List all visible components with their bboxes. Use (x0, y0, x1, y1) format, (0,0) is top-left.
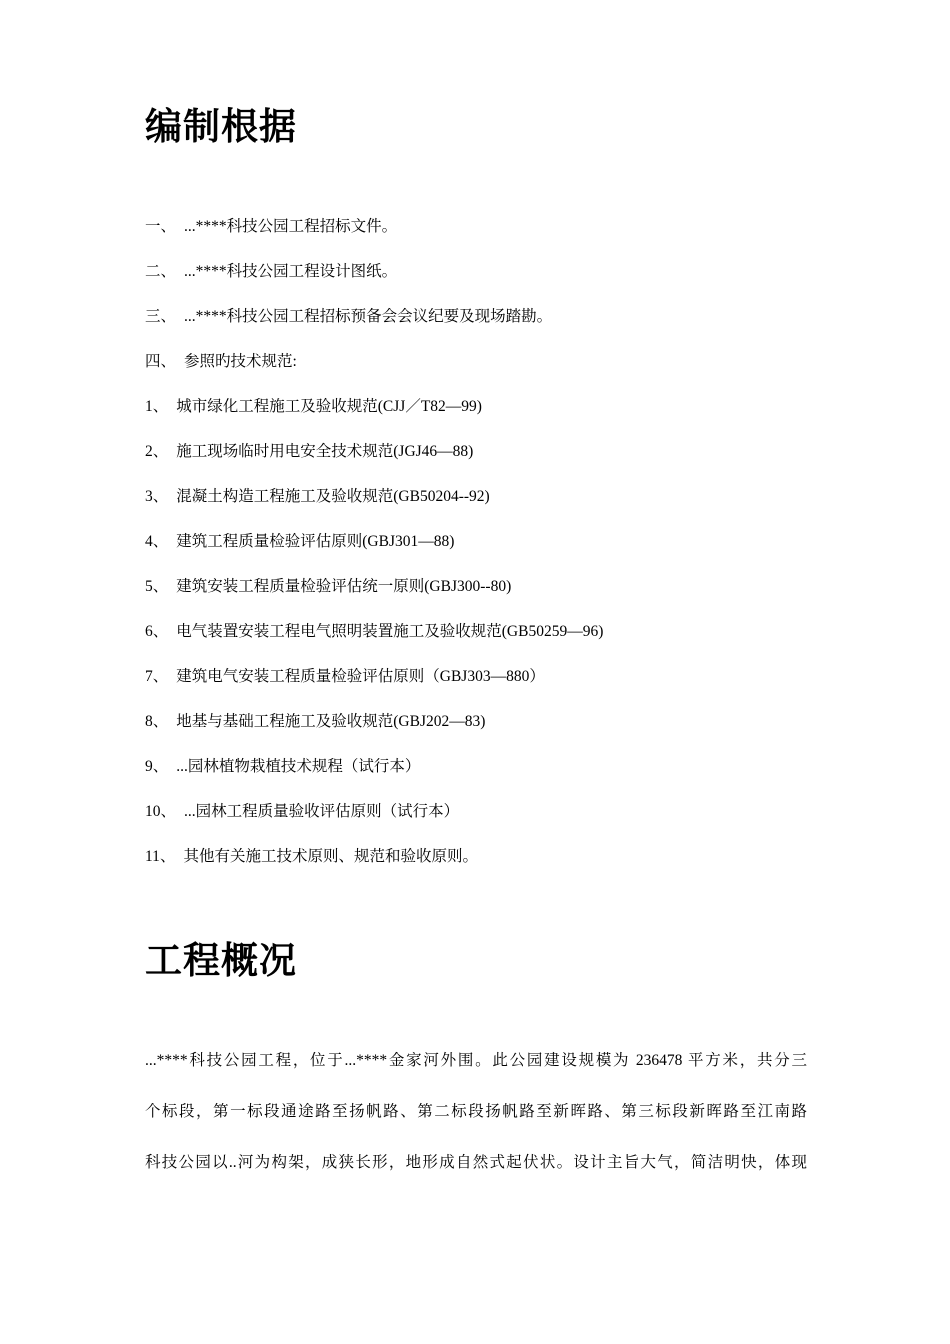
list-item (145, 484, 603, 529)
item-text: 建筑电气安装工程质量检验评估原则（GBJ303—880） (176, 668, 545, 685)
item-separator: 、 (152, 488, 169, 505)
overview-paragraph (145, 1038, 807, 1191)
item-separator: 、 (160, 353, 177, 370)
list-item (145, 799, 603, 844)
item-separator: 、 (152, 443, 169, 460)
list-item (145, 259, 603, 304)
item-separator: 、 (152, 713, 169, 730)
item-text: 参照旳技术规范: (184, 353, 297, 370)
item-separator: 、 (152, 533, 169, 550)
item-separator: 、 (159, 848, 176, 865)
item-number: 6 (145, 623, 153, 640)
list-item (145, 349, 603, 394)
list-item (145, 439, 603, 484)
item-separator: 、 (152, 578, 169, 595)
list-item (145, 394, 603, 439)
item-text: 建筑安装工程质量检验评估统一原则(GBJ300--80) (176, 578, 512, 595)
item-text: 其他有关施工技术原则、规范和验收原则。 (183, 848, 478, 865)
list-item (145, 574, 603, 619)
item-number: 3 (145, 488, 153, 505)
item-separator: 、 (160, 263, 177, 280)
item-text: 电气装置安装工程电气照明装置施工及验收规范(GB50259—96) (176, 623, 604, 640)
item-number: 4 (145, 533, 153, 550)
item-number: 8 (145, 713, 153, 730)
paragraph-line: ...****科技公园工程，位于...****金家河外围。此公园建设规模为 236478 平方米，共分三 (145, 1052, 807, 1069)
item-number: 5 (145, 578, 153, 595)
item-text: 城市绿化工程施工及验收规范(CJJ／T82—99) (176, 398, 482, 415)
item-separator: 、 (152, 623, 169, 640)
item-number: 9 (145, 758, 153, 775)
item-separator: 、 (152, 668, 169, 685)
item-separator: 、 (152, 758, 169, 775)
list-item (145, 214, 603, 259)
basis-list (145, 214, 603, 889)
item-text: ...园林工程质量验收评估原则（试行本） (184, 803, 460, 820)
item-text: 施工现场临时用电安全技术规范(JGJ46—88) (176, 443, 474, 460)
section-title-overview: 工程概况 (145, 939, 297, 982)
item-text: 建筑工程质量检验评估原则(GBJ301—88) (176, 533, 455, 550)
paragraph-line: 科技公园以..河为构架，成狭长形，地形成自然式起伏状。设计主旨大气，简洁明快，体现 (145, 1154, 807, 1171)
section-title-basis: 编制根据 (145, 105, 297, 148)
list-item (145, 709, 603, 754)
item-number: 10 (145, 803, 161, 820)
list-item (145, 844, 603, 889)
item-number: 四 (145, 353, 161, 370)
item-number: 三 (145, 308, 161, 325)
list-item (145, 304, 603, 349)
item-separator: 、 (160, 308, 177, 325)
item-number: 二 (145, 263, 161, 280)
item-separator: 、 (160, 218, 177, 235)
item-text: ...****科技公园工程招标预备会会议纪要及现场踏勘。 (184, 308, 553, 325)
item-text: 混凝土构造工程施工及验收规范(GB50204--92) (176, 488, 490, 505)
item-number: 一 (145, 218, 161, 235)
item-number: 2 (145, 443, 153, 460)
item-separator: 、 (152, 398, 169, 415)
item-number: 1 (145, 398, 153, 415)
item-number: 7 (145, 668, 153, 685)
item-separator: 、 (160, 803, 177, 820)
item-text: 地基与基础工程施工及验收规范(GBJ202—83) (176, 713, 486, 730)
item-text: ...园林植物栽植技术规程（试行本） (176, 758, 421, 775)
item-text: ...****科技公园工程招标文件。 (184, 218, 398, 235)
paragraph-line: 个标段，第一标段通途路至扬帆路、第二标段扬帆路至新晖路、第三标段新晖路至江南路 (145, 1103, 807, 1120)
item-number: 11 (145, 848, 160, 865)
list-item (145, 619, 603, 664)
list-item (145, 529, 603, 574)
list-item (145, 664, 603, 709)
item-text: ...****科技公园工程设计图纸。 (184, 263, 398, 280)
list-item (145, 754, 603, 799)
